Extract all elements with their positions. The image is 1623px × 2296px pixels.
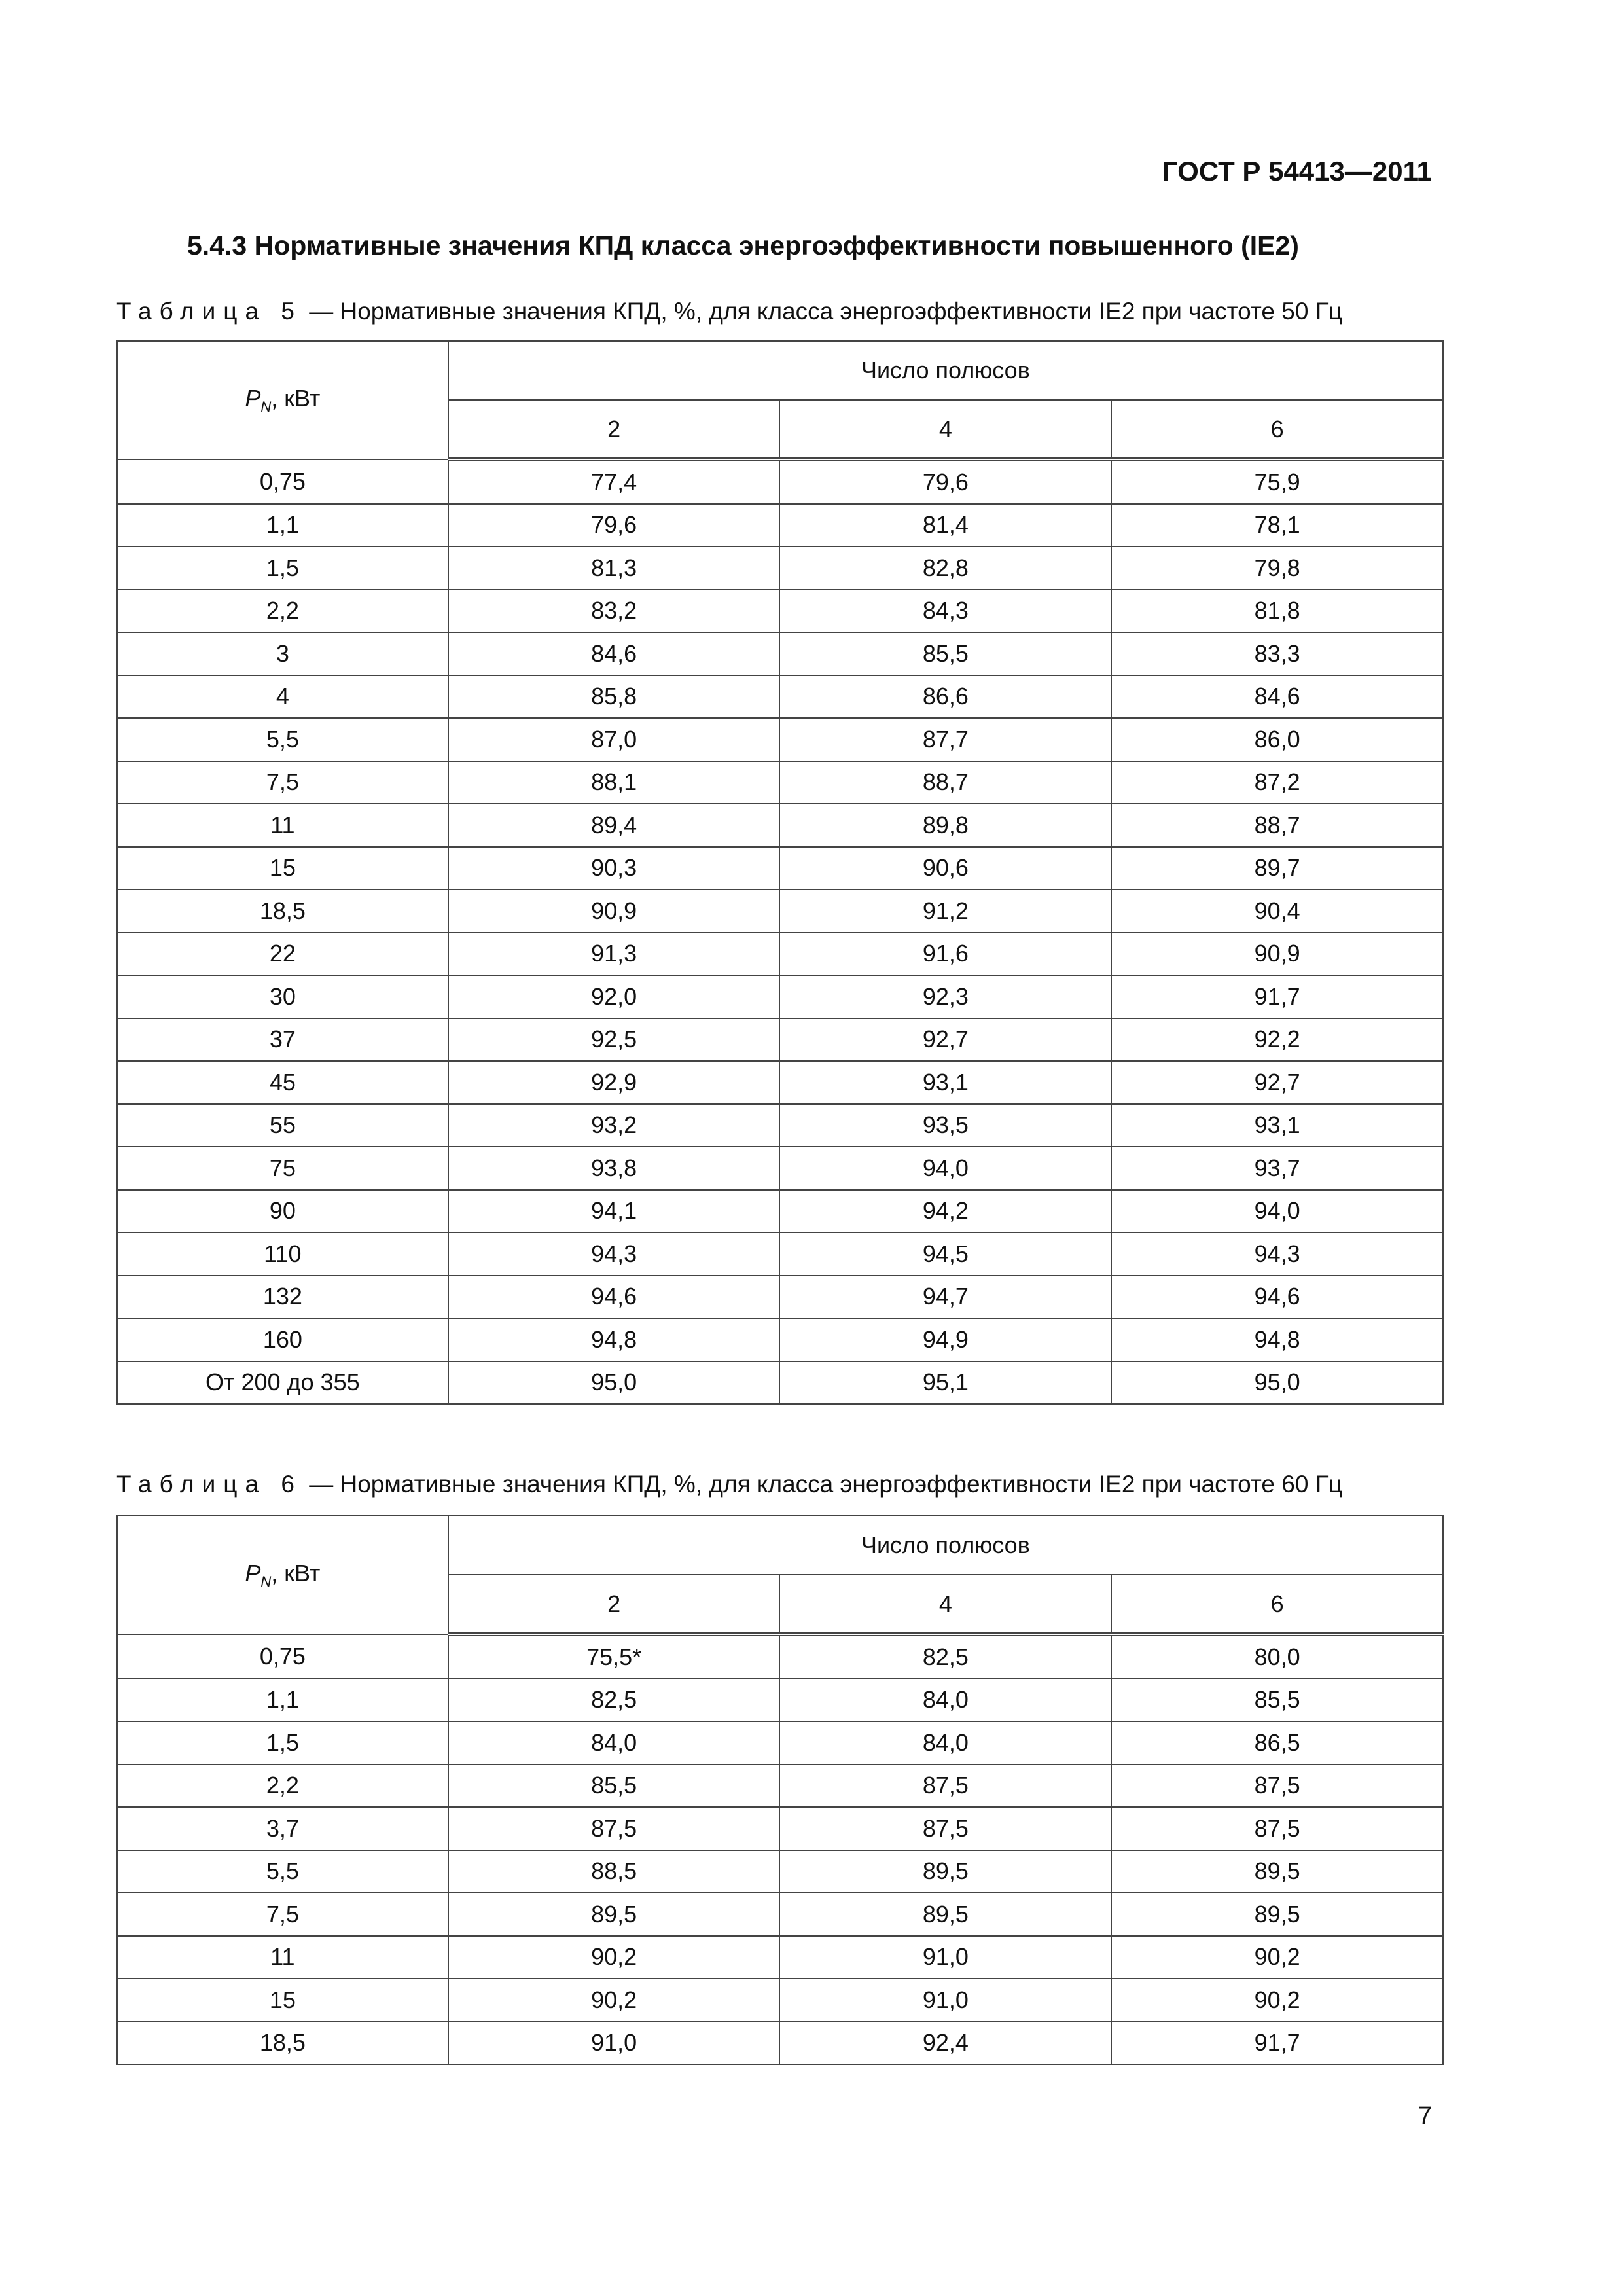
table-5-caption-label: Таблица 5: [116, 298, 302, 325]
poles-4-cell: 94,9: [779, 1318, 1111, 1361]
poles-4-cell: 84,0: [779, 1721, 1111, 1765]
poles-6-header: 6: [1111, 400, 1443, 459]
power-cell: 15: [117, 847, 448, 890]
table-row: [117, 889, 1443, 933]
poles-2-cell: 77,4: [448, 459, 780, 504]
page-number: 7: [1418, 2102, 1432, 2130]
poles-2-cell: 81,3: [448, 547, 780, 590]
power-cell: 0,75: [117, 459, 448, 504]
table-row: [117, 459, 1443, 504]
table-row: [117, 847, 1443, 890]
poles-6-cell: 78,1: [1111, 504, 1443, 547]
poles-4-cell: 84,3: [779, 590, 1111, 633]
power-cell: 0,75: [117, 1634, 448, 1679]
power-cell: 5,5: [117, 1850, 448, 1893]
poles-2-cell: 90,9: [448, 889, 780, 933]
poles-6-cell: 91,7: [1111, 975, 1443, 1018]
table-6-caption-label: Таблица 6: [116, 1471, 302, 1498]
power-cell: 2,2: [117, 1765, 448, 1808]
poles-6-cell: 95,0: [1111, 1361, 1443, 1405]
table-6: [116, 1515, 1444, 2065]
poles-6-cell: 75,9: [1111, 459, 1443, 504]
table-row: [117, 1276, 1443, 1319]
power-cell: 30: [117, 975, 448, 1018]
poles-group-header: Число полюсов: [448, 1516, 1443, 1575]
table-row: [117, 1979, 1443, 2022]
poles-4-cell: 81,4: [779, 504, 1111, 547]
power-cell: 22: [117, 933, 448, 976]
poles-6-cell: 84,6: [1111, 675, 1443, 719]
poles-4-cell: 84,0: [779, 1679, 1111, 1722]
table-row: [117, 2022, 1443, 2065]
table-5-caption: [116, 298, 1342, 325]
table-row: [117, 632, 1443, 675]
poles-2-cell: 92,0: [448, 975, 780, 1018]
poles-4-cell: 95,1: [779, 1361, 1111, 1405]
power-cell: 5,5: [117, 718, 448, 761]
power-cell: 55: [117, 1104, 448, 1147]
poles-4-cell: 94,2: [779, 1190, 1111, 1233]
poles-2-cell: 79,6: [448, 504, 780, 547]
table-row: [117, 675, 1443, 719]
poles-2-header: 2: [448, 1575, 780, 1634]
power-cell: 3,7: [117, 1807, 448, 1850]
poles-4-cell: 87,7: [779, 718, 1111, 761]
poles-6-cell: 94,3: [1111, 1232, 1443, 1276]
poles-6-cell: 87,5: [1111, 1765, 1443, 1808]
poles-6-cell: 87,2: [1111, 761, 1443, 804]
poles-4-cell: 85,5: [779, 632, 1111, 675]
poles-6-cell: 92,7: [1111, 1061, 1443, 1104]
poles-6-cell: 87,5: [1111, 1807, 1443, 1850]
poles-2-cell: 75,5*: [448, 1634, 780, 1679]
poles-6-cell: 85,5: [1111, 1679, 1443, 1722]
power-cell: 7,5: [117, 761, 448, 804]
table-row: [117, 547, 1443, 590]
table-row: [117, 1104, 1443, 1147]
poles-6-cell: 90,2: [1111, 1936, 1443, 1979]
power-cell: 1,5: [117, 547, 448, 590]
poles-6-cell: 90,4: [1111, 889, 1443, 933]
power-column-header: $P_N$, кВт: [117, 341, 448, 459]
poles-6-cell: 92,2: [1111, 1018, 1443, 1062]
table-row: [117, 1634, 1443, 1679]
poles-6-cell: 89,5: [1111, 1893, 1443, 1936]
poles-4-cell: 82,5: [779, 1634, 1111, 1679]
table-row: [117, 1721, 1443, 1765]
poles-4-cell: 91,2: [779, 889, 1111, 933]
power-cell: 90: [117, 1190, 448, 1233]
poles-6-cell: 93,7: [1111, 1147, 1443, 1190]
poles-4-cell: 89,5: [779, 1850, 1111, 1893]
poles-6-cell: 94,6: [1111, 1276, 1443, 1319]
power-cell: 2,2: [117, 590, 448, 633]
poles-2-cell: 92,5: [448, 1018, 780, 1062]
document-standard-header: ГОСТ Р 54413—2011: [1162, 156, 1432, 187]
power-cell: 160: [117, 1318, 448, 1361]
table-row: [117, 590, 1443, 633]
poles-group-header: Число полюсов: [448, 341, 1443, 400]
poles-4-header: 4: [779, 400, 1111, 459]
poles-2-cell: 82,5: [448, 1679, 780, 1722]
poles-4-cell: 87,5: [779, 1807, 1111, 1850]
poles-2-header: 2: [448, 400, 780, 459]
poles-4-cell: 91,6: [779, 933, 1111, 976]
poles-6-cell: 89,5: [1111, 1850, 1443, 1893]
table-row: [117, 718, 1443, 761]
poles-4-cell: 94,7: [779, 1276, 1111, 1319]
table-6-body: [117, 1634, 1443, 2064]
poles-6-cell: 93,1: [1111, 1104, 1443, 1147]
table-row: [117, 1361, 1443, 1405]
table-row: [117, 1318, 1443, 1361]
poles-2-cell: 87,5: [448, 1807, 780, 1850]
poles-4-cell: 93,1: [779, 1061, 1111, 1104]
table-row: [117, 1679, 1443, 1722]
table-row: [117, 504, 1443, 547]
table-row: [117, 1850, 1443, 1893]
poles-2-cell: 95,0: [448, 1361, 780, 1405]
poles-2-cell: 85,5: [448, 1765, 780, 1808]
poles-4-cell: 90,6: [779, 847, 1111, 890]
poles-2-cell: 93,2: [448, 1104, 780, 1147]
poles-4-cell: 93,5: [779, 1104, 1111, 1147]
power-cell: 18,5: [117, 889, 448, 933]
power-cell: 45: [117, 1061, 448, 1104]
poles-2-cell: 94,8: [448, 1318, 780, 1361]
table-row: [117, 1147, 1443, 1190]
poles-6-cell: 94,8: [1111, 1318, 1443, 1361]
table-row: [117, 933, 1443, 976]
table-row: [117, 1018, 1443, 1062]
poles-4-cell: 88,7: [779, 761, 1111, 804]
poles-2-cell: 90,3: [448, 847, 780, 890]
poles-2-cell: 85,8: [448, 675, 780, 719]
poles-2-cell: 94,6: [448, 1276, 780, 1319]
power-cell: 37: [117, 1018, 448, 1062]
table-row: [117, 1061, 1443, 1104]
poles-4-cell: 89,5: [779, 1893, 1111, 1936]
poles-4-cell: 91,0: [779, 1936, 1111, 1979]
power-cell: 18,5: [117, 2022, 448, 2065]
poles-2-cell: 94,3: [448, 1232, 780, 1276]
power-cell: От 200 до 355: [117, 1361, 448, 1405]
power-cell: 110: [117, 1232, 448, 1276]
power-cell: 3: [117, 632, 448, 675]
section-heading: 5.4.3 Нормативные значения КПД класса энергоэффективности повышенного (IE2): [187, 230, 1299, 260]
poles-6-cell: 90,2: [1111, 1979, 1443, 2022]
poles-2-cell: 90,2: [448, 1936, 780, 1979]
power-cell: 4: [117, 675, 448, 719]
table-row: [117, 804, 1443, 847]
table-row: [117, 1232, 1443, 1276]
poles-6-cell: 94,0: [1111, 1190, 1443, 1233]
table-row: [117, 761, 1443, 804]
table-5: [116, 340, 1444, 1405]
poles-4-cell: 87,5: [779, 1765, 1111, 1808]
power-cell: 75: [117, 1147, 448, 1190]
poles-4-cell: 89,8: [779, 804, 1111, 847]
table-row: [117, 1765, 1443, 1808]
poles-6-cell: 83,3: [1111, 632, 1443, 675]
power-column-header: $P_N$, кВт: [117, 1516, 448, 1634]
poles-6-cell: 90,9: [1111, 933, 1443, 976]
poles-2-cell: 88,5: [448, 1850, 780, 1893]
power-cell: 1,1: [117, 504, 448, 547]
table-row: [117, 1936, 1443, 1979]
poles-4-cell: 79,6: [779, 459, 1111, 504]
table-row: [117, 1893, 1443, 1936]
poles-2-cell: 88,1: [448, 761, 780, 804]
poles-6-header: 6: [1111, 1575, 1443, 1634]
poles-6-cell: 89,7: [1111, 847, 1443, 890]
poles-2-cell: 92,9: [448, 1061, 780, 1104]
table-row: [117, 1807, 1443, 1850]
power-cell: 7,5: [117, 1893, 448, 1936]
poles-4-cell: 82,8: [779, 547, 1111, 590]
table-row: [117, 975, 1443, 1018]
power-cell: 15: [117, 1979, 448, 2022]
poles-4-cell: 92,7: [779, 1018, 1111, 1062]
poles-4-cell: 94,5: [779, 1232, 1111, 1276]
poles-6-cell: 79,8: [1111, 547, 1443, 590]
poles-6-cell: 91,7: [1111, 2022, 1443, 2065]
table-5-body: [117, 459, 1443, 1404]
poles-4-cell: 92,4: [779, 2022, 1111, 2065]
power-cell: 11: [117, 804, 448, 847]
power-cell: 1,5: [117, 1721, 448, 1765]
poles-2-cell: 84,6: [448, 632, 780, 675]
poles-2-cell: 90,2: [448, 1979, 780, 2022]
table-5-caption-text: — Нормативные значения КПД, %, для класса энергоэффективности IE2 при частоте 50 Гц: [302, 298, 1342, 325]
poles-4-cell: 92,3: [779, 975, 1111, 1018]
poles-2-cell: 89,4: [448, 804, 780, 847]
poles-4-header: 4: [779, 1575, 1111, 1634]
poles-6-cell: 81,8: [1111, 590, 1443, 633]
poles-2-cell: 87,0: [448, 718, 780, 761]
power-cell: 11: [117, 1936, 448, 1979]
poles-4-cell: 91,0: [779, 1979, 1111, 2022]
table-6-caption-text: — Нормативные значения КПД, %, для класса энергоэффективности IE2 при частоте 60 Гц: [302, 1471, 1342, 1498]
power-cell: 132: [117, 1276, 448, 1319]
power-cell: 1,1: [117, 1679, 448, 1722]
poles-6-cell: 80,0: [1111, 1634, 1443, 1679]
poles-4-cell: 94,0: [779, 1147, 1111, 1190]
poles-4-cell: 86,6: [779, 675, 1111, 719]
poles-2-cell: 91,3: [448, 933, 780, 976]
table-row: [117, 1190, 1443, 1233]
poles-6-cell: 86,5: [1111, 1721, 1443, 1765]
poles-2-cell: 89,5: [448, 1893, 780, 1936]
poles-6-cell: 88,7: [1111, 804, 1443, 847]
poles-6-cell: 86,0: [1111, 718, 1443, 761]
poles-2-cell: 93,8: [448, 1147, 780, 1190]
poles-2-cell: 91,0: [448, 2022, 780, 2065]
poles-2-cell: 94,1: [448, 1190, 780, 1233]
poles-2-cell: 84,0: [448, 1721, 780, 1765]
poles-2-cell: 83,2: [448, 590, 780, 633]
table-6-caption: [116, 1471, 1342, 1498]
